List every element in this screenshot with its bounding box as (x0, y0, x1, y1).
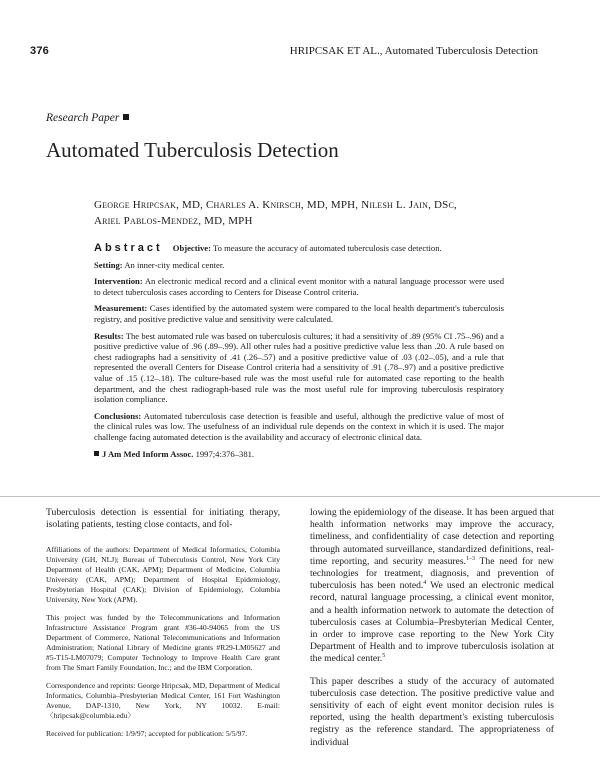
section-label (46, 112, 129, 124)
abstract-results (94, 331, 504, 405)
section-divider (0, 496, 600, 497)
author-line-2: Ariel Pablos-Mendez, MD, MPH (94, 215, 253, 227)
section-label-text: Research Paper (46, 112, 120, 124)
citation-journal: J Am Med Inform Assoc. (102, 448, 194, 459)
reference-superscript: 4 (423, 580, 427, 587)
objective-text: To measure the accuracy of automated tuberculosis case detection. (212, 243, 442, 253)
reference-superscript: 5 (382, 653, 386, 660)
running-head-etal: ET AL. (346, 45, 380, 57)
footnote-block (46, 545, 280, 747)
received-note: Received for publication: 1/9/97; accepted for publication: 5/5/97. (46, 729, 248, 738)
abstract (94, 243, 504, 465)
reference-superscript: 1–3 (465, 555, 475, 562)
left-column-intro (46, 507, 280, 531)
running-head-author: HRIPCSAK (289, 45, 345, 57)
running-head (290, 45, 538, 57)
funding-note: This project was funded by the Telecommunications and Information Infrastructure Assistance Program grant #36-40-94065 from the US Department of Commerce, National Telecommunications and Information Administration; National Library of Medicine grants #R29-LM05627 and #5-T15-LM07079; Computer Technology to Improve Health Care grant from The Smart Family Foundation, Inc.; and the IBM Corporation. (46, 613, 280, 672)
right-column (310, 507, 554, 759)
article-title: Automated Tuberculosis Detection (46, 138, 339, 162)
body-paragraph-1 (310, 507, 554, 666)
intro-paragraph: Tuberculosis detection is essential for initiating therapy, isolating patients, testing close contacts, and fol- (46, 507, 280, 530)
running-head-title: , Automated Tuberculosis Detection (379, 45, 538, 57)
abstract-intervention (94, 276, 504, 297)
body-text: lowing the epidemiology of the disease. It has been argued that health information networks may improve the accuracy, timeliness, and confidentiality of case detection and reporting through automated surveillance, standardized definitions, real-time reporting, and security measures. (310, 507, 554, 567)
setting-text: An inner-city medical center. (124, 259, 225, 270)
citation (94, 449, 504, 460)
abstract-heading: Abstract (94, 242, 163, 254)
body-text: The need for new technologies for treatment, diagnosis, and prevention of tuberculosis has been noted. (310, 555, 554, 592)
page-number: 376 (30, 45, 49, 57)
author-list (94, 197, 534, 229)
square-bullet-icon (94, 451, 99, 456)
measurement-label: Measurement: (94, 303, 148, 314)
abstract-setting (94, 260, 504, 271)
measurement-text: Cases identified by the automated system were compared to the local health department's tuberculosis registry, and positive predictive value and sensitivity were calculated. (94, 303, 504, 324)
intervention-label: Intervention: (94, 276, 143, 287)
conclusions-label: Conclusions: (94, 410, 142, 421)
body-text: We used an electronic medical record, natural language processing, a clinical event monitor, and a health information network to automate the detection of tuberculosis cases at Columbia–Presbyterian Medical Center, in order to improve case reporting to the New York City Department of Health and to improve tuberculosis isolation at the medical center. (310, 580, 555, 665)
intervention-text: An electronic medical record and a clinical event monitor with a natural language processor were used to detect tuberculosis cases according to Centers for Disease Control criteria. (94, 276, 504, 297)
author-line-1: George Hripcsak, MD, Charles A. Knirsch, MD, MPH, Nilesh L. Jain, DSc, (94, 199, 457, 211)
abstract-objective (94, 243, 504, 254)
objective-label: Objective: (172, 243, 211, 253)
setting-label: Setting: (94, 259, 123, 270)
results-label: Results: (94, 330, 124, 341)
results-text: The best automated rule was based on tuberculosis cultures; it had a sensitivity of .89 (95% CI .75–.96) and a positive predictive value of .96 (.89–.99). All other rules had a positive predictive value less than .20. A rule based on chest radiographs had a sensitivity of .41 (.26–.57) and a positive predictive value of .03 (.02–.05), and a rule that represented the overall Centers for Disease Control criteria had a sensitivity of .91 (.78–.97) and a positive predictive value of .15 (.12–.18). The culture-based rule was the most useful rule for automated case reporting to the health department, and the chest radiograph-based rule was the most useful rule for improving tuberculosis respiratory isolation compliance. (94, 330, 504, 405)
correspondence-note: Correspondence and reprints: George Hripcsak, MD, Department of Medical Informatics, Columbia–Presbyterian Medical Center, 161 Fort Washington Avenue, DAP-1310, New York, NY 10032. E-mail: 〈hripcsak@columbia.edu〉 (46, 681, 280, 720)
body-paragraph-2: This paper describes a study of the accuracy of automated tuberculosis case detection. The positive predictive value and sensitivity of each of eight event monitor decision rules is reported, using the health department's existing tuberculosis registry as the reference standard. The appropriateness of individual (310, 675, 554, 748)
conclusions-text: Automated tuberculosis case detection is feasible and useful, although the predictive value of most of the clinical rules was low. The usefulness of an individual rule depends on the context in which it is used. The major challenge facing automated detection is the availability and accuracy of electronic clinical data. (94, 410, 504, 442)
abstract-conclusions (94, 411, 504, 443)
citation-details: 1997;4:376–381. (195, 448, 255, 459)
square-bullet-icon (123, 114, 129, 120)
abstract-measurement (94, 303, 504, 324)
affiliations-note: Affiliations of the authors: Department of Medical Informatics, Columbia University (GH, NLJ); Bureau of Tuberculosis Control, New York City Department of Health (CAK, APM); Department of Medicine, Columbia University (CAK, APM); Department of Hospital Epidemiology, Presbyterian Hospital (CAK); Division of Epidemiology, Columbia University, New York (APM). (46, 545, 280, 604)
